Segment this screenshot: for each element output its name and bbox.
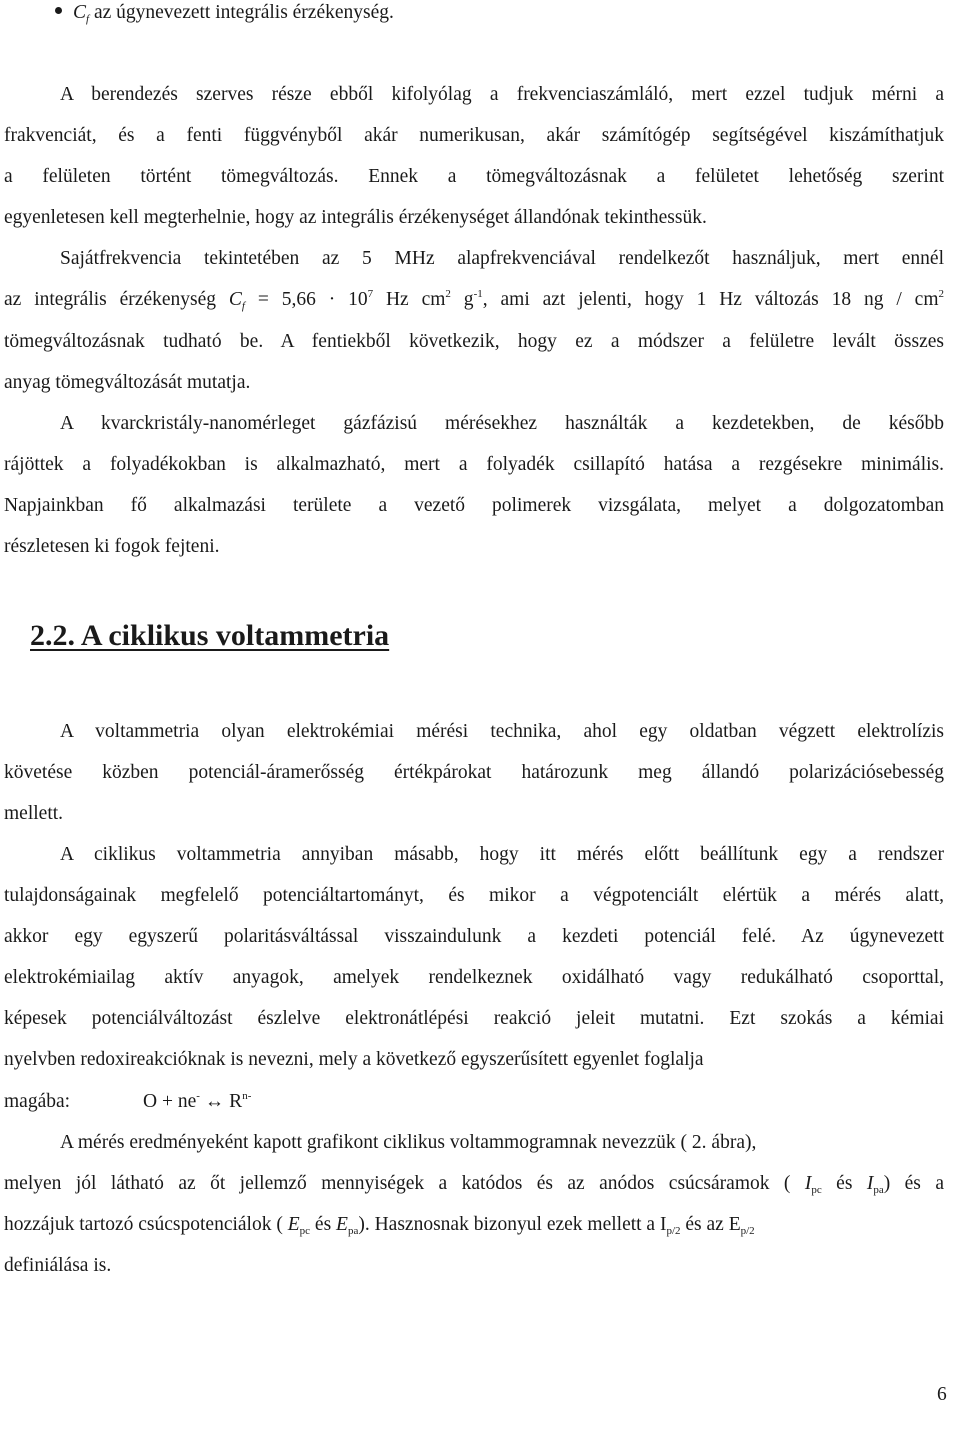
paragraph-5-line-3: akkor egy egyszerű polaritásváltással visszaindulunk a kezdeti potenciál felé. Az úgynevezett [4, 926, 944, 947]
paragraph-1-line-3: a felületen történt tömegváltozás. Ennek a tömegváltozásnak a felületet lehetőség szerint [4, 166, 944, 187]
paragraph-5-line-5: képesek potenciálváltozást észlelve elektronátlépési reakció jeleit mutatni. Ezt szokás a kémiai [4, 1008, 944, 1029]
section-heading: 2.2. A ciklikus voltammetria [30, 619, 390, 652]
paragraph-1-line-4: egyenletesen kell megterhelnie, hogy az integrális érzékenységet állandónak tekinthessük. [4, 207, 707, 228]
paragraph-3-line-1: A kvarckristály-nanomérleget gázfázisú mérésekhez használták a kezdetekben, de később [60, 413, 944, 434]
paragraph-3-line-3: Napjainkban fő alkalmazási területe a vezető polimerek vizsgálata, melyet a dolgozatomban [4, 495, 944, 516]
paragraph-4-line-2: követése közben potenciál-áramerősség értékpárokat határozunk meg állandó polarizációsebesség [4, 762, 944, 783]
paragraph-1-line-2: frakvenciát, és a fenti függvényből akár numerikusan, akár számítógép segítségével kiszámíthatjuk [4, 125, 944, 146]
paragraph-2-line-2: az integrális érzékenység $C_f = 5,66 \cdot 10^7$ Hz $cm^2$ $g^{-1}$, ami azt jelenti, hogy 1 Hz változás 18 ng / $cm^2$ [4, 288, 944, 312]
paragraph-4-line-3: mellett. [4, 803, 64, 824]
page-number: 6 [937, 1384, 947, 1405]
paragraph-2-line-3: tömegváltozásnak tudható be. A fentiekből következik, hogy ez a módszer a felületre levált összes [4, 331, 944, 352]
paragraph-4-line-1: A voltammetria olyan elektrokémiai mérési technika, ahol egy oldatban végzett elektrolízis [60, 721, 944, 742]
paragraph-6-line-1: A mérés eredményeként kapott grafikont ciklikus voltammogramnak nevezzük ( 2. ábra), [60, 1132, 757, 1153]
paragraph-5-line-2: tulajdonságainak megfelelő potenciáltartományt, és mikor a végpotenciált elértük a mérés alatt, [4, 885, 944, 906]
bullet-item [55, 1, 394, 25]
paragraph-5-line-4: elektrokémiailag aktív anyagok, amelyek rendelkeznek oxidálható vagy redukálható csoporttal, [4, 967, 944, 988]
bullet-text: az úgynevezett integrális érzékenység. [89, 2, 394, 23]
paragraph-3-line-4: részletesen ki fogok fejteni. [4, 536, 220, 557]
paragraph-6-line-2: melyen jól látható az őt jellemző mennyiségek a katódos és az anódos csúcsáramok ( $I_{pc}$ és $I_{pa}$) és a [4, 1173, 944, 1196]
paragraph-5-line-1: A ciklikus voltammetria annyiban másabb, hogy itt mérés előtt beállítunk egy a rendszer [60, 844, 944, 865]
formula-label: magába: [4, 1091, 71, 1112]
paragraph-1-line-1: A berendezés szerves része ebből kifolyólag a frekvenciaszámláló, mert ezzel tudjuk mérni a [60, 84, 944, 105]
paragraph-6-line-4: definiálása is. [4, 1255, 112, 1276]
paragraph-5-line-6: nyelvben redoxireakcióknak is nevezni, mely a következő egyszerűsített egyenlet foglalja [4, 1049, 704, 1070]
redox-equation: O + ne- ↔ $R^{n-}$ [143, 1090, 252, 1112]
symbol-cf: $C_f$ [73, 2, 90, 25]
paragraph-2-line-1: Sajátfrekvencia tekintetében az 5 MHz alapfrekvenciával rendelkezőt használjuk, mert ennél [60, 248, 944, 269]
symbol-cf: $C_f$ [228, 289, 245, 312]
paragraph-2-line-4: anyag tömegváltozását mutatja. [4, 372, 251, 393]
paragraph-3-line-2: rájöttek a folyadékokban is alkalmazható, mert a folyadék csillapító hatása a rezgésekre minimális. [4, 454, 944, 475]
bullet-icon [55, 7, 62, 14]
paragraph-6-line-3: hozzájuk tartozó csúcspotenciálok ( $E_{pc}$ és $E_{pa}$). Hasznosnak bizonyul ezek mellett a $I_{p/2}$ és az $E_{p/2}$ [4, 1214, 755, 1237]
